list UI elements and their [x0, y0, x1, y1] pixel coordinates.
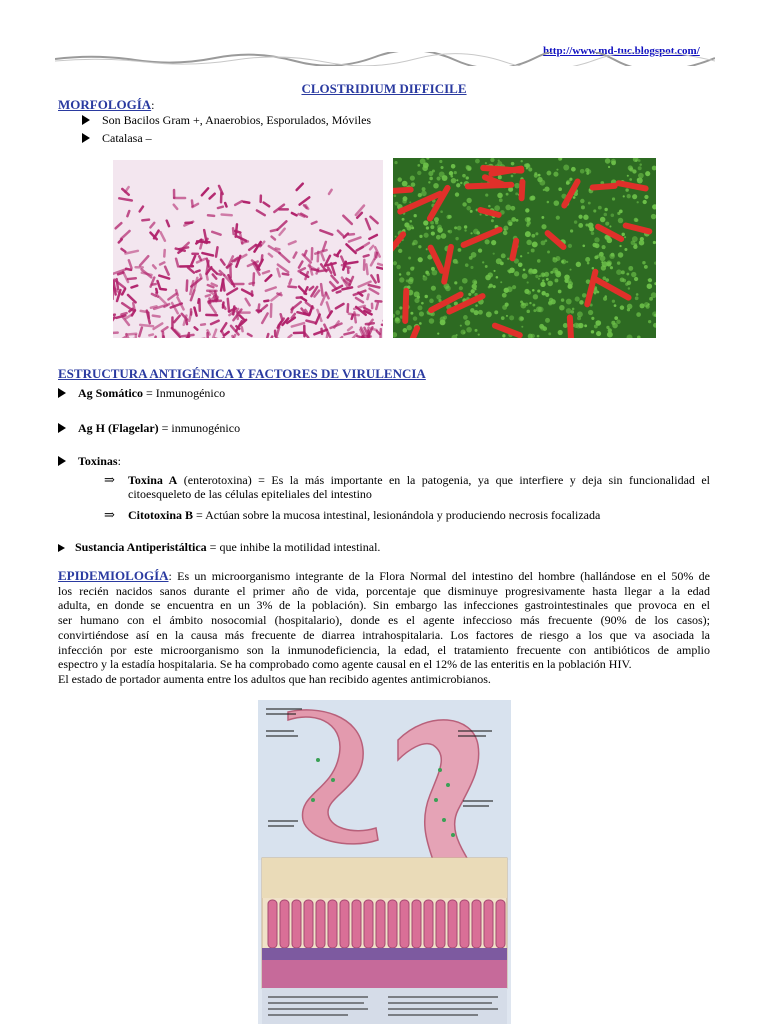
electron-micrograph: [393, 158, 656, 338]
morfologia-heading-row: [58, 96, 155, 114]
implies-arrow-icon: ⇒: [104, 507, 115, 522]
morfologia-item: Son Bacilos Gram +, Anaerobios, Esporulados, Móviles: [82, 113, 371, 127]
arrow-bullet-icon: [58, 544, 65, 552]
morfologia-heading: MORFOLOGÍA: [58, 97, 152, 112]
estructura-heading: ESTRUCTURA ANTIGÉNICA Y FACTORES DE VIRULENCIA: [58, 366, 426, 381]
sustancia-antiperistaltica-item: Sustancia Antiperistáltica = que inhibe la motilidad intestinal.: [58, 540, 380, 554]
page-title: CLOSTRIDIUM DIFFICILE: [301, 81, 467, 96]
arrow-bullet-icon: [82, 133, 90, 143]
gram-stain-micrograph: [113, 160, 383, 338]
epidemiologia-paragraph: EPIDEMIOLOGÍA: Es un microorganismo integrante de la Flora Normal del intestino del hombre (hallándose en el 50% de los recién nacidos sanos durante el primer año de vida, porcentaje que disminuye progresivamente hasta llegar a la edad adulta, en donde se encuentra en un 3% de la población). Sin embargo las infecciones gastrointestinales que provoca en el ser humano con el ámbito nosocomial (hospitalario), donde es el agente infeccioso más frecuente (90% de los casos); convirtiéndose así en la causa más frecuente de diarrea intrahospitalaria. Los factores de riesgo a los que va asociada la infección por este microorganismo son la inmunodeficiencia, la edad, el tratamiento frecuente con antibióticos de amplio espectro y la estadía hospitalaria. Se ha comprobado como agente causal en el 12% de las enteritis en la población HIV. El estado de portador aumenta entre los adultos que han recibido agentes antimicrobianos.: [58, 568, 710, 686]
arrow-bullet-icon: [58, 423, 66, 433]
arrow-bullet-icon: [58, 456, 66, 466]
epidemiologia-heading: EPIDEMIOLOGÍA: [58, 568, 169, 583]
arrow-bullet-icon: [58, 388, 66, 398]
toxina-a-item: ⇒ Toxina A (enterotoxina) = Es la más importante en la patogenia, ya que interfiere y deja sin funcionalidad el citoesqueleto de las células epiteliales del intestino: [104, 472, 711, 501]
morfologia-colon: :: [151, 98, 155, 112]
citotoxina-b-item: ⇒ Citotoxina B = Actúan sobre la mucosa intestinal, lesionándola y produciendo necrosis focalizada: [104, 507, 601, 522]
arrow-bullet-icon: [82, 115, 90, 125]
pathogenesis-illustration: [258, 700, 511, 1024]
morfologia-item: Catalasa –: [82, 131, 152, 145]
implies-arrow-icon: ⇒: [104, 472, 115, 487]
ag-somatico-item: Ag Somático = Inmunogénico: [58, 386, 225, 400]
blog-url-link[interactable]: http://www.md-tuc.blogspot.com/: [543, 45, 700, 57]
ag-h-item: Ag H (Flagelar) = inmunogénico: [58, 421, 240, 435]
toxinas-item: Toxinas:: [58, 454, 121, 468]
header-wave-divider: [55, 52, 715, 66]
